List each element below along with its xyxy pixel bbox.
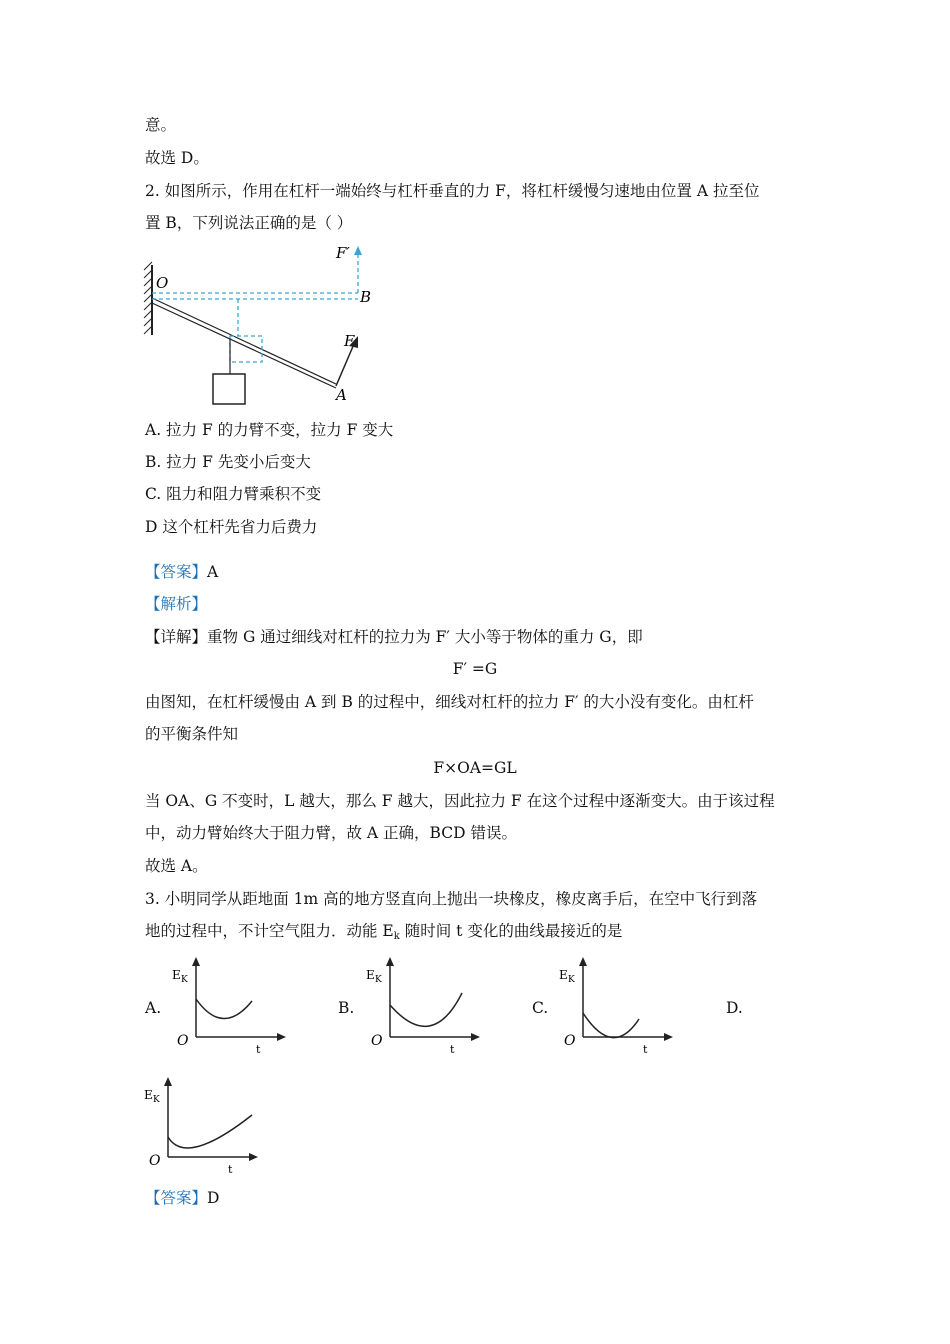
- graph-c: [555, 955, 680, 1060]
- answer-tag: 【答案】: [145, 1189, 208, 1207]
- graph-a: [168, 955, 293, 1060]
- svg-text:K: K: [568, 975, 575, 985]
- option-b: B. 拉力 F 先变小后变大: [145, 453, 311, 471]
- label-f-prime: F′: [336, 244, 350, 262]
- label-a: A: [336, 386, 347, 404]
- svg-text:K: K: [375, 975, 382, 985]
- svg-text:t: t: [256, 1043, 261, 1056]
- option-d: D 这个杠杆先省力后费力: [145, 518, 318, 536]
- svg-text:E: E: [366, 968, 375, 982]
- graph-option-b-label: B.: [338, 999, 355, 1017]
- detail-text: 中，动力臂始终大于阻力臂，故 A 正确，BCD 错误。: [145, 824, 517, 842]
- conclusion: 故选 A。: [145, 857, 208, 875]
- svg-text:K: K: [153, 1095, 160, 1105]
- graph-option-d-label: D.: [726, 999, 743, 1017]
- answer-row: [145, 1187, 219, 1209]
- detail-tag: 【详解】: [145, 628, 208, 646]
- equation-1: F′ =G: [452, 660, 498, 678]
- graph-option-a-label: A.: [145, 999, 162, 1017]
- text-line: 意。: [145, 116, 177, 134]
- svg-text:t: t: [643, 1043, 648, 1056]
- analysis-row: [145, 593, 207, 615]
- svg-text:E: E: [172, 968, 181, 982]
- question-2-stem: 置 B，下列说法正确的是（ ）: [145, 214, 353, 232]
- question-3-stem: 3. 小明同学从距地面 1m 高的地方竖直向上抛出一块橡皮，橡皮离手后，在空中飞行到落: [145, 890, 758, 908]
- detail-text: 当 OA、G 不变时，L 越大，那么 F 越大，因此拉力 F 在这个过程中逐渐变大。由于该过程: [145, 792, 775, 810]
- label-b: B: [360, 288, 372, 306]
- detail-text: 的平衡条件知: [145, 725, 239, 743]
- graph-d: [140, 1075, 265, 1180]
- svg-text:K: K: [181, 975, 188, 985]
- option-a: A. 拉力 F 的力臂不变，拉力 F 变大: [145, 421, 394, 439]
- answer-row: [145, 561, 218, 583]
- svg-text:O: O: [371, 1033, 383, 1049]
- svg-text:O: O: [177, 1033, 189, 1049]
- label-o: O: [156, 274, 169, 292]
- svg-text:E: E: [144, 1088, 153, 1102]
- svg-text:O: O: [564, 1033, 576, 1049]
- svg-text:t: t: [228, 1163, 233, 1176]
- detail-row: [145, 626, 643, 648]
- option-c: C. 阻力和阻力臂乘积不变: [145, 485, 322, 503]
- label-f: F: [344, 332, 355, 350]
- question-3-stem: 地的过程中，不计空气阻力．动能 $E_k$ 随时间 t 变化的曲线最接近的是: [145, 922, 623, 942]
- analysis-tag: 【解析】: [145, 595, 208, 613]
- graph-option-c-label: C.: [532, 999, 549, 1017]
- svg-text:t: t: [450, 1043, 455, 1056]
- equation-2: F×OA=GL: [433, 759, 517, 777]
- svg-text:O: O: [149, 1153, 161, 1169]
- lever-diagram: [140, 240, 380, 410]
- answer-tag: 【答案】: [145, 563, 208, 581]
- svg-text:E: E: [559, 968, 568, 982]
- text-line: 故选 D。: [145, 149, 209, 167]
- answer-value: D: [207, 1189, 220, 1207]
- answer-value: A: [207, 563, 219, 581]
- graph-b: [362, 955, 487, 1060]
- detail-text: 重物 G 通过细线对杠杆的拉力为 F′ 大小等于物体的重力 G，即: [207, 628, 643, 646]
- detail-text: 由图知，在杠杆缓慢由 A 到 B 的过程中，细线对杠杆的拉力 F′ 的大小没有变化。由杠杆: [145, 693, 754, 711]
- question-2-stem: 2. 如图所示，作用在杠杆一端始终与杠杆垂直的力 F，将杠杆缓慢匀速地由位置 A 拉至位: [145, 182, 760, 200]
